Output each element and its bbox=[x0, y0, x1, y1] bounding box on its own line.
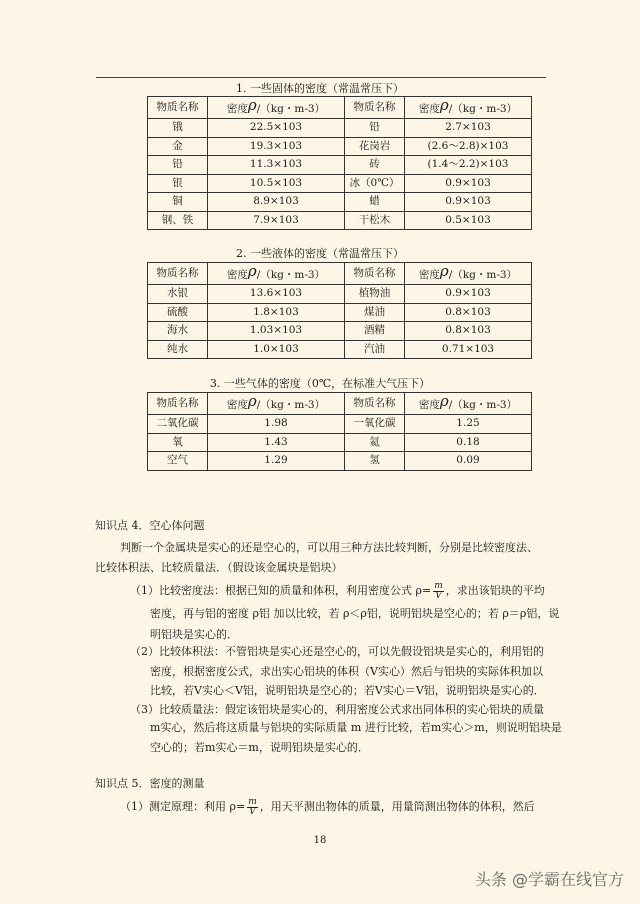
table-cell: 砖 bbox=[345, 156, 405, 175]
table-cell: 植物油 bbox=[345, 285, 405, 304]
table-cell: 0.18 bbox=[405, 433, 532, 452]
rho-symbol: ρ bbox=[439, 262, 449, 280]
fraction-numerator: m bbox=[434, 580, 443, 591]
table-cell: 0.9×103 bbox=[405, 174, 532, 193]
rho-symbol: ρ bbox=[247, 262, 257, 280]
table-cell: 2.7×103 bbox=[405, 119, 532, 138]
header-cell bbox=[405, 263, 532, 285]
unit-label: /（kg・m-3） bbox=[448, 399, 518, 411]
page-number: 18 bbox=[313, 835, 327, 846]
method-2-line-3: 比较，若V实心＜V铝，说明铝块是空心的；若V实心＝V铝，说明铝块是实心的． bbox=[150, 684, 545, 697]
table-cell: 10.5×103 bbox=[208, 174, 345, 193]
fraction-numerator: m bbox=[248, 796, 257, 807]
table-row bbox=[148, 322, 532, 341]
table-row bbox=[148, 285, 532, 304]
table-cell: 铜 bbox=[148, 193, 208, 212]
table-cell: 1.98 bbox=[208, 415, 345, 434]
section-5-line-1 bbox=[120, 794, 535, 820]
table-cell: 7.9×103 bbox=[208, 211, 345, 230]
header-cell bbox=[405, 393, 532, 415]
table-gases-caption: 3. 一些气体的密度（0℃，在标准大气压下） bbox=[209, 377, 431, 390]
table-cell: 0.8×103 bbox=[405, 303, 532, 322]
table-cell: 花岗岩 bbox=[345, 137, 405, 156]
density-label: 密度 bbox=[226, 269, 248, 281]
section-5-heading: 知识点 5．密度的测量 bbox=[95, 777, 205, 790]
method-1-text-tail: ，求出该铝块的平均 bbox=[445, 584, 545, 597]
header-rule bbox=[96, 77, 546, 78]
table-cell: 0.9×103 bbox=[405, 285, 532, 304]
table-cell: 煤油 bbox=[345, 303, 405, 322]
table-cell: 硫酸 bbox=[148, 303, 208, 322]
table-row bbox=[148, 340, 532, 359]
table-cell: 水银 bbox=[148, 285, 208, 304]
rho-symbol: ρ bbox=[247, 96, 257, 114]
table-cell: 8.9×103 bbox=[208, 193, 345, 212]
table-cell: 铅 bbox=[345, 119, 405, 138]
table-cell: 银 bbox=[148, 174, 208, 193]
table-row bbox=[148, 433, 532, 452]
table-cell: (1.4～2.2)×103 bbox=[405, 156, 532, 175]
unit-label: /（kg・m-3） bbox=[256, 269, 326, 281]
table-cell: 铅 bbox=[148, 156, 208, 175]
method-3-line-1: （3）比较质量法：假定该铝块是实心的，利用密度公式求出同体积的实心铝块的质量 bbox=[130, 703, 544, 716]
table-cell: 0.5×103 bbox=[405, 211, 532, 230]
table-cell: 钢、铁 bbox=[148, 211, 208, 230]
table-cell: 氦 bbox=[345, 433, 405, 452]
density-label: 密度 bbox=[418, 269, 440, 281]
header-cell: 物质名称 bbox=[148, 393, 208, 415]
table-solids bbox=[147, 96, 532, 230]
table-row bbox=[148, 193, 532, 212]
method-3-line-2: m实心，然后将这质量与铝块的实际质量 m 进行比较，若m实心＞m，则说明铝块是 bbox=[150, 721, 562, 734]
table-cell: 二氧化碳 bbox=[148, 415, 208, 434]
fraction-denominator: V bbox=[249, 806, 256, 817]
header-cell: 物质名称 bbox=[345, 97, 405, 119]
section-5-text: （1）测定原理：利用 ρ= bbox=[120, 800, 246, 813]
method-2-line-1: （2）比较体积法：不管铝块是实心还是空心的，可以先假设铝块是实心的，利用铝的 bbox=[130, 645, 544, 658]
rho-symbol: ρ bbox=[439, 96, 449, 114]
section-4-intro-line-1: 判断一个金属块是实心的还是空心的，可以用三种方法比较判断，分别是比较密度法、 bbox=[120, 541, 538, 554]
table-cell: 19.3×103 bbox=[208, 137, 345, 156]
rho-symbol: ρ bbox=[247, 392, 257, 410]
table-row bbox=[148, 119, 532, 138]
table-header-row bbox=[148, 97, 532, 119]
table-liquids bbox=[147, 262, 532, 359]
table-cell: 锇 bbox=[148, 119, 208, 138]
table-cell: 0.8×103 bbox=[405, 322, 532, 341]
section-4-heading: 知识点 4．空心体问题 bbox=[95, 519, 205, 532]
table-cell: 1.29 bbox=[208, 452, 345, 471]
table-cell: 金 bbox=[148, 137, 208, 156]
density-formula-fraction bbox=[247, 798, 258, 817]
header-cell bbox=[405, 97, 532, 119]
section-4-intro-line-2: 比较体积法、比较质量法．（假设该金属块是铝块） bbox=[95, 561, 343, 574]
table-solids-caption: 1. 一些固体的密度（常温常压下） bbox=[236, 82, 404, 95]
table-cell: 纯水 bbox=[148, 340, 208, 359]
table-cell: 汽油 bbox=[345, 340, 405, 359]
rho-symbol: ρ bbox=[439, 392, 449, 410]
table-cell: 酒精 bbox=[345, 322, 405, 341]
table-row bbox=[148, 211, 532, 230]
method-2-line-2: 密度，根据密度公式，求出实心铝块的体积（V实心）然后与铝块的实际体积加以 bbox=[150, 665, 543, 678]
density-formula-fraction bbox=[433, 582, 444, 601]
table-gases bbox=[147, 392, 532, 471]
table-cell: 1.03×103 bbox=[208, 322, 345, 341]
method-1-text: （1）比较密度法：根据已知的质量和体积，利用密度公式 ρ= bbox=[130, 584, 432, 597]
table-row bbox=[148, 156, 532, 175]
density-label: 密度 bbox=[226, 103, 248, 115]
table-cell: 蜡 bbox=[345, 193, 405, 212]
table-row bbox=[148, 174, 532, 193]
table-liquids-caption: 2. 一些液体的密度（常温常压下） bbox=[236, 247, 404, 260]
table-cell: 1.25 bbox=[405, 415, 532, 434]
table-header-row bbox=[148, 393, 532, 415]
method-3-line-3: 空心的；若m实心＝m，说明铝块是实心的． bbox=[150, 741, 369, 754]
table-cell: 氢 bbox=[345, 452, 405, 471]
table-header-row bbox=[148, 263, 532, 285]
table-cell: (2.6～2.8)×103 bbox=[405, 137, 532, 156]
unit-label: /（kg・m-3） bbox=[256, 103, 326, 115]
density-label: 密度 bbox=[226, 399, 248, 411]
table-cell: 干松木 bbox=[345, 211, 405, 230]
table-row bbox=[148, 303, 532, 322]
header-cell bbox=[208, 97, 345, 119]
watermark-text: 头条 @学霸在线官方 bbox=[474, 870, 624, 889]
table-cell: 0.71×103 bbox=[405, 340, 532, 359]
table-row bbox=[148, 452, 532, 471]
table-row bbox=[148, 137, 532, 156]
method-1-line-2: 密度，再与铝的密度 ρ铝 加以比较，若 ρ＜ρ铝，说明铝块是空心的；若 ρ＝ρ铝，说 bbox=[150, 607, 560, 620]
table-cell: 1.0×103 bbox=[208, 340, 345, 359]
unit-label: /（kg・m-3） bbox=[256, 399, 326, 411]
method-1-line-3: 明铝块是实心的． bbox=[150, 628, 238, 641]
table-row bbox=[148, 415, 532, 434]
density-label: 密度 bbox=[418, 399, 440, 411]
table-cell: 一氧化碳 bbox=[345, 415, 405, 434]
header-cell bbox=[208, 393, 345, 415]
table-cell: 空气 bbox=[148, 452, 208, 471]
density-label: 密度 bbox=[418, 103, 440, 115]
table-cell: 11.3×103 bbox=[208, 156, 345, 175]
header-cell: 物质名称 bbox=[148, 263, 208, 285]
header-cell: 物质名称 bbox=[345, 393, 405, 415]
table-cell: 1.43 bbox=[208, 433, 345, 452]
table-cell: 氧 bbox=[148, 433, 208, 452]
header-cell bbox=[208, 263, 345, 285]
header-cell: 物质名称 bbox=[345, 263, 405, 285]
unit-label: /（kg・m-3） bbox=[448, 103, 518, 115]
table-cell: 13.6×103 bbox=[208, 285, 345, 304]
table-cell: 1.8×103 bbox=[208, 303, 345, 322]
table-cell: 22.5×103 bbox=[208, 119, 345, 138]
table-cell: 海水 bbox=[148, 322, 208, 341]
method-1-line-1 bbox=[130, 578, 545, 604]
table-cell: 0.9×103 bbox=[405, 193, 532, 212]
unit-label: /（kg・m-3） bbox=[448, 269, 518, 281]
fraction-denominator: V bbox=[435, 590, 442, 601]
table-cell: 0.09 bbox=[405, 452, 532, 471]
header-cell: 物质名称 bbox=[148, 97, 208, 119]
table-cell: 冰（0℃） bbox=[345, 174, 405, 193]
section-5-text-tail: ，用天平测出物体的质量，用量筒测出物体的体积，然后 bbox=[259, 800, 535, 813]
